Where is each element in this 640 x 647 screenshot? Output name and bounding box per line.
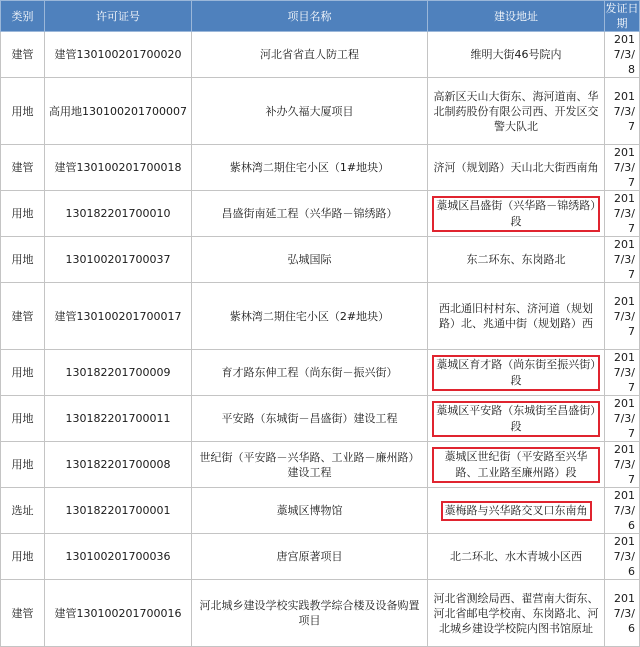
cell-permit: 130182201700010	[45, 191, 192, 237]
cell-project: 唐宫原著项目	[192, 534, 428, 580]
cell-date: 2017/3/7	[605, 350, 640, 396]
table-row	[1, 237, 640, 283]
cell-date: 2017/3/6	[605, 580, 640, 647]
cell-address	[428, 396, 605, 442]
cell-type: 建管	[1, 580, 45, 647]
cell-permit: 高用地130100201700007	[45, 78, 192, 145]
table-row	[1, 32, 640, 78]
table-header	[1, 1, 640, 32]
cell-date: 2017/3/7	[605, 78, 640, 145]
cell-project: 育才路东伸工程（尚东街－振兴街）	[192, 350, 428, 396]
cell-permit: 130182201700008	[45, 442, 192, 488]
header-type: 类别	[1, 1, 45, 32]
cell-address	[428, 78, 605, 145]
cell-address	[428, 488, 605, 534]
cell-type: 用地	[1, 78, 45, 145]
cell-type: 用地	[1, 237, 45, 283]
table-row	[1, 488, 640, 534]
cell-permit: 建管130100201700020	[45, 32, 192, 78]
cell-permit: 130100201700036	[45, 534, 192, 580]
header-permit: 许可证号	[45, 1, 192, 32]
table-row	[1, 191, 640, 237]
cell-permit: 130182201700011	[45, 396, 192, 442]
header-row	[1, 1, 640, 32]
address-text: 河北省测绘局西、翟营南大街东、河北省邮电学校南、东岗路北、河北城乡建设学校院内图书馆原址	[433, 591, 599, 635]
cell-permit: 建管130100201700018	[45, 145, 192, 191]
cell-address	[428, 237, 605, 283]
cell-project: 平安路（东城街－昌盛街）建设工程	[192, 396, 428, 442]
cell-permit: 建管130100201700016	[45, 580, 192, 647]
cell-permit: 建管130100201700017	[45, 283, 192, 350]
cell-permit: 130100201700037	[45, 237, 192, 283]
cell-project: 河北省省直人防工程	[192, 32, 428, 78]
cell-project: 昌盛街南延工程（兴华路－锦绣路）	[192, 191, 428, 237]
cell-date: 2017/3/7	[605, 442, 640, 488]
cell-project: 补办久福大厦项目	[192, 78, 428, 145]
address-highlight-box: 藁城区世纪街（平安路至兴华路、工业路至廉州路）段	[432, 447, 600, 483]
cell-date: 2017/3/7	[605, 396, 640, 442]
cell-date: 2017/3/7	[605, 191, 640, 237]
table-row	[1, 442, 640, 488]
cell-address	[428, 191, 605, 237]
header-address: 建设地址	[428, 1, 605, 32]
cell-address	[428, 580, 605, 647]
table-row	[1, 283, 640, 350]
address-highlight-box: 藁城区平安路（东城街至昌盛街）段	[432, 401, 600, 437]
cell-type: 用地	[1, 350, 45, 396]
cell-address	[428, 145, 605, 191]
cell-date: 2017/3/7	[605, 237, 640, 283]
address-text: 维明大街46号院内	[470, 48, 562, 61]
table-row	[1, 145, 640, 191]
cell-address	[428, 283, 605, 350]
address-highlight-box: 藁城区育才路（尚东街至振兴街）段	[432, 355, 600, 391]
cell-project: 世纪街（平安路－兴华路、工业路－廉州路）建设工程	[192, 442, 428, 488]
cell-date: 2017/3/6	[605, 488, 640, 534]
cell-date: 2017/3/6	[605, 534, 640, 580]
cell-project: 弘城国际	[192, 237, 428, 283]
cell-address	[428, 32, 605, 78]
table-row	[1, 396, 640, 442]
cell-type: 用地	[1, 191, 45, 237]
cell-type: 建管	[1, 283, 45, 350]
address-highlight-box: 藁梅路与兴华路交叉口东南角	[441, 501, 592, 521]
table-row	[1, 350, 640, 396]
table-row	[1, 534, 640, 580]
cell-address	[428, 442, 605, 488]
table-row	[1, 78, 640, 145]
header-project: 项目名称	[192, 1, 428, 32]
cell-type: 建管	[1, 32, 45, 78]
cell-project: 紫林湾二期住宅小区（2#地块）	[192, 283, 428, 350]
cell-address	[428, 534, 605, 580]
cell-type: 用地	[1, 534, 45, 580]
cell-permit: 130182201700009	[45, 350, 192, 396]
address-text: 西北通旧村村东、济河道（规划路）北、兆通中街（规划路）西	[439, 302, 593, 330]
table-body	[1, 32, 640, 647]
cell-project: 藁城区博物馆	[192, 488, 428, 534]
cell-date: 2017/3/8	[605, 32, 640, 78]
cell-type: 用地	[1, 442, 45, 488]
address-text: 高新区天山大街东、海河道南、华北制药股份有限公司西、开发区交警大队北	[433, 89, 599, 133]
cell-date: 2017/3/7	[605, 145, 640, 191]
cell-type: 用地	[1, 396, 45, 442]
address-text: 济河（规划路）天山北大街西南角	[433, 161, 599, 174]
address-text: 北二环北、水木青城小区西	[450, 550, 582, 563]
cell-date: 2017/3/7	[605, 283, 640, 350]
table-row	[1, 580, 640, 647]
cell-permit: 130182201700001	[45, 488, 192, 534]
cell-address	[428, 350, 605, 396]
cell-project: 紫林湾二期住宅小区（1#地块）	[192, 145, 428, 191]
address-highlight-box: 藁城区昌盛街（兴华路－锦绣路）段	[432, 196, 600, 232]
address-text: 东二环东、东岗路北	[466, 253, 566, 266]
cell-type: 选址	[1, 488, 45, 534]
header-date: 发证日期	[605, 2, 639, 30]
cell-type: 建管	[1, 145, 45, 191]
cell-project: 河北城乡建设学校实践教学综合楼及设备购置项目	[192, 580, 428, 647]
